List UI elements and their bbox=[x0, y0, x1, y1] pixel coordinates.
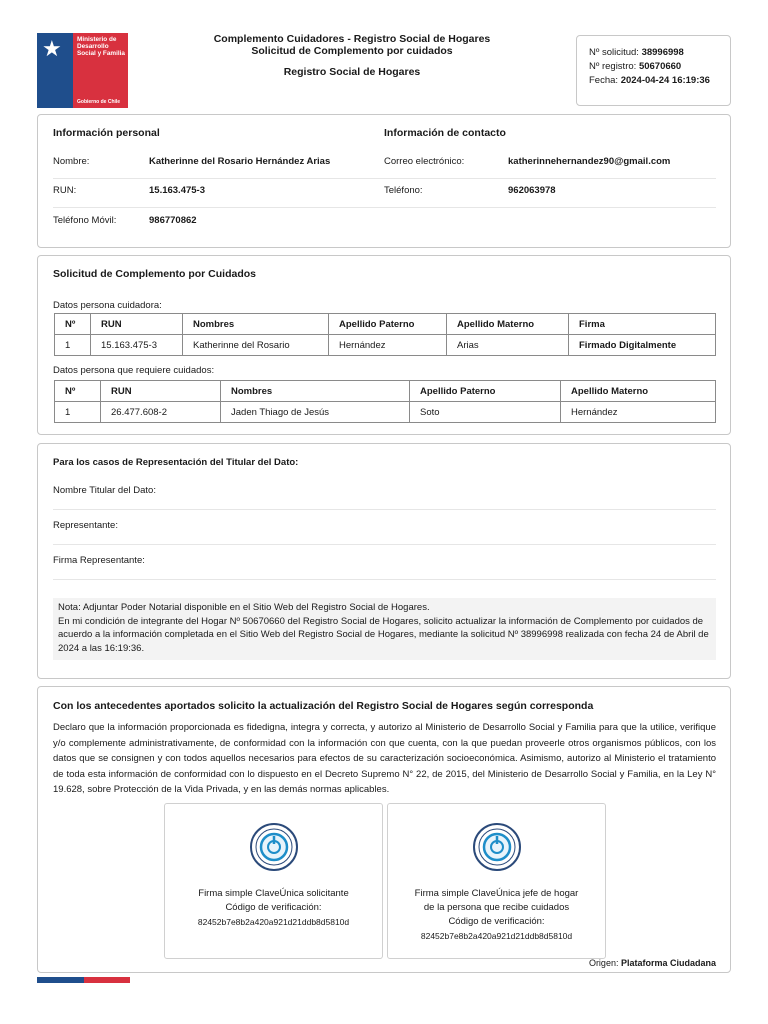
table-header: Apellido Materno bbox=[447, 314, 569, 335]
correo-value: katherinnehernandez90@gmail.com bbox=[508, 156, 671, 167]
footer-flag-red bbox=[84, 977, 130, 983]
divider bbox=[53, 178, 716, 179]
titular-label: Nombre Titular del Dato: bbox=[53, 485, 156, 496]
claveunica-seal-icon bbox=[472, 822, 522, 872]
table-cell: Hernández bbox=[329, 335, 447, 356]
personal-info-title: Información personal bbox=[53, 127, 160, 139]
declaration-card bbox=[37, 686, 731, 973]
table-header-row bbox=[55, 314, 716, 335]
divider bbox=[53, 509, 716, 510]
origin-value: Plataforma Ciudadana bbox=[620, 958, 716, 968]
table-header: Nombres bbox=[183, 314, 329, 335]
table-header: Apellido Paterno bbox=[410, 381, 561, 402]
movil-value: 986770862 bbox=[149, 215, 197, 226]
divider bbox=[53, 544, 716, 545]
solicitud-row bbox=[589, 46, 718, 60]
table-cell: 26.477.608-2 bbox=[101, 402, 221, 423]
caregiver-label: Datos persona cuidadora: bbox=[53, 300, 162, 311]
registro-value: 50670660 bbox=[638, 61, 682, 72]
personal-info-card bbox=[37, 114, 731, 248]
table-header: Apellido Materno bbox=[561, 381, 716, 402]
note-line2: En mi condición de integrante del Hogar Nº 50670660 del Registro Social de Hogares, solicito actualizar la información de Complemento por cuidados de acuerdo a la información completada en el Sitio Web del Registro Social de Hogares, mediante la solicitud Nº 38996998 realizada con fecha 24 de Abril de 2024 a las 16:19:36. bbox=[58, 615, 709, 654]
signature-box-solicitante bbox=[164, 803, 383, 959]
table-row bbox=[55, 402, 716, 423]
caregiver-table bbox=[54, 313, 716, 356]
signature-text-solicitante bbox=[165, 887, 382, 929]
representation-title: Para los casos de Representación del Titular del Dato: bbox=[53, 457, 299, 468]
header-title-line1: Complemento Cuidadores - Registro Social de Hogares bbox=[213, 33, 491, 45]
nombre-label: Nombre: bbox=[53, 156, 90, 167]
signature-text-jefe-hogar bbox=[388, 887, 605, 943]
table-header: Nº bbox=[55, 381, 101, 402]
declaration-text: Declaro que la información proporcionada es fidedigna, integra y correcta, y autorizo al Ministerio de Desarrollo Social y Familia para que la utilice, verifique y/o complemente administrativamente, de conformidad con la información con que cuenta, con la que puedan proveerle otros organismos públicos, con los datos que se consignen y con todos aquellos necesarios para efectos de su caracterización socioeconómica. Asimismo, autorizo al Ministerio el tratamiento de toda esta información de conformidad con lo dispuesto en el Decreto Supremo N° 22, de 2015, del Ministerio de Desarrollo Social y Familia, en la Ley N° 19.628, sobre Protección de la Vida Privada, y en las demás normas aplicables. bbox=[53, 722, 716, 795]
registro-row bbox=[589, 60, 718, 74]
table-header: Firma bbox=[569, 314, 716, 335]
table-header: RUN bbox=[91, 314, 183, 335]
origin-label: Origen: bbox=[588, 958, 619, 968]
logo-ministry-text: Ministerio de Desarrollo Social y Familia bbox=[77, 36, 125, 57]
sig2-line2: de la persona que recibe cuidados bbox=[423, 902, 570, 913]
footer-flag-blue bbox=[37, 977, 84, 983]
table-cell: Jaden Thiago de Jesús bbox=[221, 402, 410, 423]
firma-representante-label: Firma Representante: bbox=[53, 555, 145, 566]
fecha-row bbox=[589, 74, 718, 88]
nombre-value: Katherinne del Rosario Hernández Arias bbox=[149, 156, 331, 167]
care-request-card bbox=[37, 255, 731, 435]
table-header: Apellido Paterno bbox=[329, 314, 447, 335]
telefono-value: 962063978 bbox=[508, 185, 556, 196]
solicitud-label: Nº solicitud: bbox=[589, 47, 639, 58]
table-cell: Arias bbox=[447, 335, 569, 356]
note-line1: Nota: Adjuntar Poder Notarial disponible en el Sitio Web del Registro Social de Hogares. bbox=[58, 602, 430, 613]
ministry-logo bbox=[37, 33, 128, 108]
table-row bbox=[55, 335, 716, 356]
correo-label: Correo electrónico: bbox=[384, 156, 465, 167]
table-cell: 15.163.475-3 bbox=[91, 335, 183, 356]
table-header: Nombres bbox=[221, 381, 410, 402]
origin-footer bbox=[589, 958, 716, 968]
table-cell: Soto bbox=[410, 402, 561, 423]
sig1-line1: Firma simple ClaveÚnica solicitante bbox=[198, 888, 349, 899]
declaration-title: Con los antecedentes aportados solicito la actualización del Registro Social de Hogares según corresponda bbox=[53, 700, 594, 712]
table-cell: Katherinne del Rosario bbox=[183, 335, 329, 356]
care-recipient-label: Datos persona que requiere cuidados: bbox=[53, 365, 215, 376]
run-value: 15.163.475-3 bbox=[149, 185, 205, 196]
table-header: RUN bbox=[101, 381, 221, 402]
sig1-line2: Código de verificación: bbox=[225, 902, 322, 913]
movil-label: Teléfono Móvil: bbox=[53, 215, 117, 226]
representation-card bbox=[37, 443, 731, 679]
care-recipient-table bbox=[54, 380, 716, 423]
notary-note bbox=[53, 598, 716, 660]
request-info-box bbox=[576, 35, 731, 106]
sig2-line1: Firma simple ClaveÚnica jefe de hogar bbox=[414, 888, 579, 899]
run-label: RUN: bbox=[53, 185, 77, 196]
representante-label: Representante: bbox=[53, 520, 118, 531]
table-cell: 1 bbox=[55, 402, 101, 423]
star-icon: ★ bbox=[42, 36, 62, 61]
telefono-label: Teléfono: bbox=[384, 185, 423, 196]
header-title-line3: Registro Social de Hogares bbox=[283, 66, 421, 78]
sig2-line3: Código de verificación: bbox=[448, 916, 545, 927]
table-cell: Hernández bbox=[561, 402, 716, 423]
solicitud-value: 38996998 bbox=[641, 47, 684, 58]
signature-box-jefe-hogar bbox=[387, 803, 606, 959]
table-cell: 1 bbox=[55, 335, 91, 356]
fecha-label: Fecha: bbox=[589, 75, 619, 86]
verification-code: 82452b7e8b2a420a921d21ddb8d5810d bbox=[197, 917, 350, 927]
header-title-line2: Solicitud de Complemento por cuidados bbox=[251, 45, 453, 57]
contact-info-title: Información de contacto bbox=[384, 127, 506, 139]
logo-government-text: Gobierno de Chile bbox=[77, 99, 121, 105]
claveunica-seal-icon bbox=[249, 822, 299, 872]
table-header-row bbox=[55, 381, 716, 402]
verification-code: 82452b7e8b2a420a921d21ddb8d5810d bbox=[420, 931, 573, 941]
registro-label: Nº registro: bbox=[589, 61, 637, 72]
care-request-title: Solicitud de Complemento por Cuidados bbox=[53, 268, 257, 280]
divider bbox=[53, 207, 716, 208]
signature-status: Firmado Digitalmente bbox=[569, 335, 716, 356]
table-header: Nº bbox=[55, 314, 91, 335]
divider bbox=[53, 579, 716, 580]
fecha-value: 2024-04-24 16:19:36 bbox=[620, 75, 710, 86]
